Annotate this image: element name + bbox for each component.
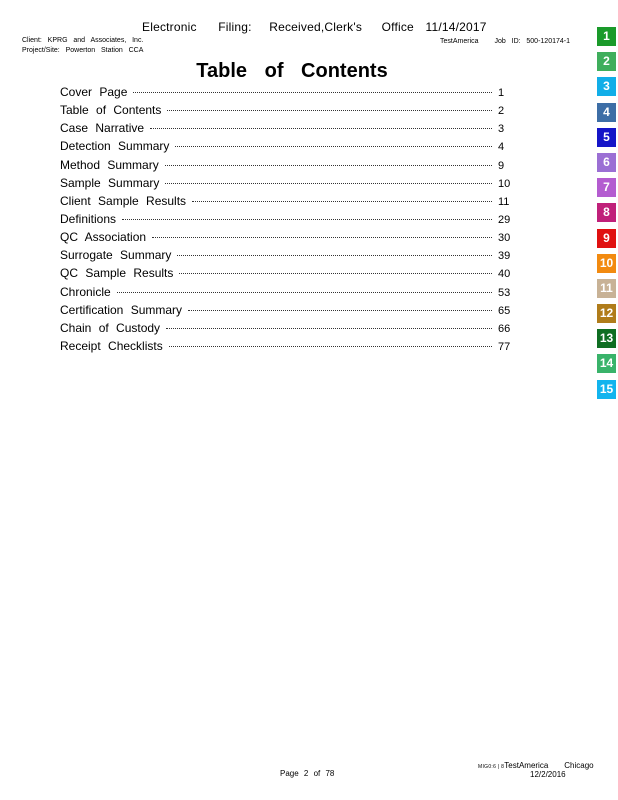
section-tab-15[interactable]: 15 [597, 380, 616, 399]
toc-entry-label: Definitions [60, 211, 117, 226]
toc-dot-leader [175, 146, 492, 147]
footer-lab-name: TestAmerica [504, 761, 549, 770]
toc-entry-page: 30 [498, 232, 511, 245]
toc-entry-label: Client Sample Results [60, 193, 187, 208]
section-tab-14[interactable]: 14 [597, 354, 616, 373]
toc-entry[interactable] [60, 339, 518, 357]
toc-dot-leader [165, 183, 492, 184]
filing-date: 11/14/2017 [425, 20, 487, 34]
toc-entry[interactable] [60, 230, 518, 248]
toc-dot-leader [165, 165, 492, 166]
toc-entry[interactable] [60, 194, 518, 212]
toc-entry[interactable] [60, 158, 518, 176]
section-tab-6[interactable]: 6 [597, 153, 616, 172]
toc-entry[interactable] [60, 121, 518, 139]
toc-entry[interactable] [60, 285, 518, 303]
toc-entry-label: QC Association [60, 230, 147, 245]
toc-entry-label: Case Narrative [60, 121, 145, 136]
section-tab-3[interactable]: 3 [597, 77, 616, 96]
toc-entry-page: 2 [498, 105, 505, 118]
toc-entry-page: 65 [498, 304, 511, 317]
job-id: Job ID: 500-120174-1 [494, 38, 570, 45]
footer-date: 12/2/2016 [530, 770, 566, 779]
page-title: Table of Contents [196, 60, 388, 82]
toc-entry[interactable] [60, 85, 518, 103]
toc-entry[interactable] [60, 139, 518, 157]
footer-city: Chicago [564, 761, 594, 770]
toc-entry-label: Surrogate Summary [60, 248, 172, 263]
toc-entry[interactable] [60, 103, 518, 121]
toc-dot-leader [166, 328, 492, 329]
toc-entry[interactable] [60, 321, 518, 339]
toc-entry-label: Detection Summary [60, 139, 170, 154]
section-tab-13[interactable]: 13 [597, 329, 616, 348]
project-line: Project/Site: Powerton Station CCA [22, 47, 144, 54]
section-tab-2[interactable]: 2 [597, 52, 616, 71]
toc-entry[interactable] [60, 248, 518, 266]
lab-name: TestAmerica [440, 38, 479, 45]
toc-entry-page: 10 [498, 177, 511, 190]
toc-entry-label: Chronicle [60, 284, 111, 299]
toc-entry-page: 4 [498, 141, 505, 154]
toc-entry-page: 11 [498, 195, 510, 208]
footer-codes: MIG0:6 | 8 [478, 764, 505, 770]
filing-word: Filing: [218, 20, 252, 34]
section-tab-9[interactable]: 9 [597, 229, 616, 248]
toc-entry-label: Chain of Custody [60, 320, 161, 335]
toc-entry-page: 29 [498, 213, 511, 226]
toc-dot-leader [167, 110, 492, 111]
toc-dot-leader [177, 255, 492, 256]
job-info [440, 38, 570, 45]
toc-entry[interactable] [60, 212, 518, 230]
toc-entry-page: 9 [498, 159, 505, 172]
table-of-contents [60, 85, 518, 357]
section-tab-10[interactable]: 10 [597, 254, 616, 273]
toc-entry[interactable] [60, 303, 518, 321]
toc-entry-page: 40 [498, 268, 511, 281]
toc-dot-leader [192, 201, 492, 202]
toc-entry-label: Receipt Checklists [60, 338, 163, 353]
toc-dot-leader [152, 237, 492, 238]
section-tab-8[interactable]: 8 [597, 203, 616, 222]
toc-entry-label: Certification Summary [60, 302, 183, 317]
section-tab-12[interactable]: 12 [597, 304, 616, 323]
section-tab-5[interactable]: 5 [597, 128, 616, 147]
toc-entry-label: Cover Page [60, 85, 128, 99]
toc-dot-leader [188, 310, 492, 311]
section-tab-1[interactable]: 1 [597, 27, 616, 46]
filing-word: Office [381, 20, 414, 34]
section-tab-7[interactable]: 7 [597, 178, 616, 197]
toc-dot-leader [150, 128, 492, 129]
toc-dot-leader [179, 273, 492, 274]
toc-dot-leader [117, 292, 492, 293]
toc-entry-page: 66 [498, 322, 511, 335]
toc-dot-leader [169, 346, 492, 347]
toc-entry-label: Table of Contents [60, 103, 162, 118]
client-info [22, 36, 143, 56]
electronic-filing-banner [142, 20, 487, 34]
page-number: Page 2 of 78 [280, 769, 335, 778]
toc-entry-page: 3 [498, 123, 505, 136]
section-tab-11[interactable]: 11 [597, 279, 616, 298]
toc-dot-leader [122, 219, 492, 220]
toc-entry[interactable] [60, 266, 518, 284]
toc-entry[interactable] [60, 176, 518, 194]
toc-entry-page: 39 [498, 250, 511, 263]
toc-entry-label: Method Summary [60, 157, 159, 172]
filing-word: Received,Clerk's [269, 20, 363, 34]
filing-word: Electronic [142, 20, 197, 34]
section-tab-4[interactable]: 4 [597, 103, 616, 122]
toc-entry-label: Sample Summary [60, 175, 160, 190]
toc-dot-leader [133, 92, 492, 93]
section-tabs [597, 27, 616, 405]
client-line: Client: KPRG and Associates, Inc. [22, 37, 144, 44]
footer-lab [478, 761, 594, 770]
toc-entry-label: QC Sample Results [60, 266, 174, 281]
toc-entry-page: 1 [498, 87, 505, 99]
toc-entry-page: 53 [498, 286, 511, 299]
toc-entry-page: 77 [498, 340, 511, 353]
